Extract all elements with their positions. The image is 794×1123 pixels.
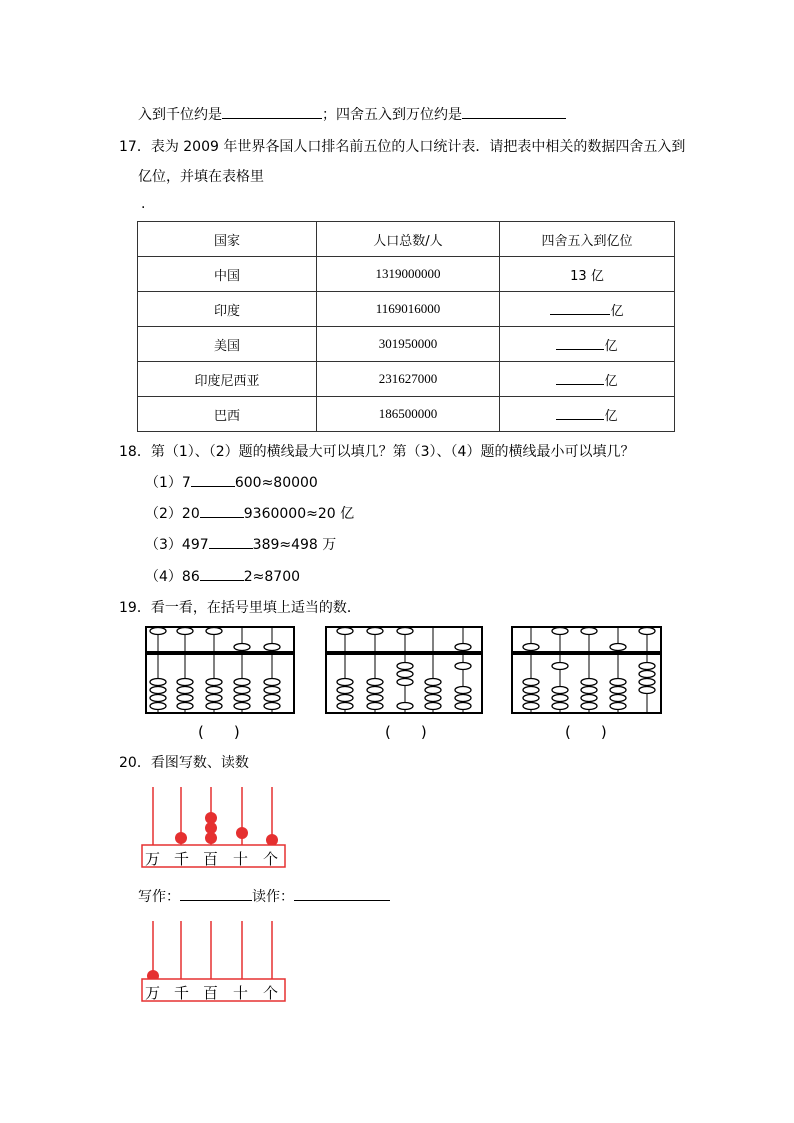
- table-row: [138, 397, 675, 432]
- population-cell: 301950000: [317, 327, 500, 362]
- population-cell: 1319000000: [317, 257, 500, 292]
- country-cell: 印度尼西亚: [138, 362, 317, 397]
- bead: [266, 834, 278, 846]
- place-label-qian: 千: [174, 984, 190, 1002]
- population-cell: 186500000: [317, 397, 500, 432]
- table-row: [138, 362, 675, 397]
- item-label: （2）: [145, 506, 182, 522]
- item-post: 389≈498 万: [252, 537, 337, 553]
- answer-blank[interactable]: [191, 472, 235, 487]
- answer-blank[interactable]: [200, 503, 244, 518]
- q18-title: 18．第（1）、（2）题的横线最大可以填几？第（3）、（4）题的横线最小可以填几？: [119, 444, 635, 460]
- read-blank[interactable]: [294, 886, 390, 901]
- table-header-row: [138, 222, 675, 257]
- q18-item-3: [145, 534, 336, 554]
- header-country: 国家: [138, 222, 317, 257]
- population-table: [137, 221, 675, 432]
- place-label-shi: 十: [233, 984, 249, 1002]
- bead: [175, 832, 187, 844]
- write-blank[interactable]: [180, 886, 252, 901]
- q17-dot: .: [141, 196, 146, 212]
- q17-title-line1: 17．表为 2009 年世界各国人口排名前五位的人口统计表．请把表中相关的数据四舍五入到: [119, 139, 686, 155]
- q16-text-thousands: 入到千位约是: [138, 107, 222, 123]
- q18-item-1: [145, 472, 318, 492]
- write-read-line: [138, 886, 390, 906]
- place-labels-1: [145, 848, 283, 869]
- item-label: （1）: [145, 475, 182, 491]
- answer-parens-2[interactable]: ( ): [385, 723, 427, 741]
- place-label-wan: 万: [145, 850, 161, 868]
- abacus-3: [511, 626, 662, 714]
- population-cell: 1169016000: [317, 292, 500, 327]
- q18-item-4: [145, 566, 300, 586]
- population-cell: 231627000: [317, 362, 500, 397]
- q16-blank-tenthousands[interactable]: [462, 104, 566, 119]
- q20-title: 20．看图写数、读数: [119, 755, 249, 771]
- answer-blank[interactable]: [556, 335, 604, 350]
- unit-label: 亿: [604, 373, 618, 389]
- q17-title-line2: 亿位，并填在表格里: [138, 169, 264, 185]
- unit-label: 亿: [604, 338, 618, 354]
- place-label-shi: 十: [233, 850, 249, 868]
- table-row: [138, 327, 675, 362]
- item-label: （4）: [145, 569, 182, 585]
- abacus-1: [145, 626, 295, 714]
- bead: [205, 832, 217, 844]
- country-cell: 巴西: [138, 397, 317, 432]
- q19-title: 19．看一看，在括号里填上适当的数．: [119, 600, 361, 616]
- q16-line: [138, 104, 566, 124]
- abacus-2: [325, 626, 483, 714]
- country-cell: 印度: [138, 292, 317, 327]
- answer-blank[interactable]: [556, 370, 604, 385]
- write-label: 写作：: [138, 889, 180, 905]
- item-pre: 86: [181, 569, 200, 585]
- q16-blank-thousands[interactable]: [222, 104, 322, 119]
- header-rounded: 四舍五入到亿位: [500, 222, 675, 257]
- rounded-cell: 13 亿: [500, 257, 675, 292]
- read-label: 读作：: [252, 889, 294, 905]
- rounded-cell[interactable]: [500, 397, 675, 432]
- place-label-bai: 百: [203, 850, 219, 868]
- place-labels-2: [145, 982, 283, 1003]
- item-post: 9360000≈20 亿: [243, 506, 355, 522]
- place-label-bai: 百: [203, 984, 219, 1002]
- rounded-cell[interactable]: [500, 292, 675, 327]
- rounded-cell[interactable]: [500, 327, 675, 362]
- answer-parens-3[interactable]: ( ): [565, 723, 607, 741]
- table-row: [138, 292, 675, 327]
- item-pre: 20: [181, 506, 200, 522]
- item-post: 2≈8700: [243, 569, 301, 585]
- bead: [236, 827, 248, 839]
- header-population: 人口总数/人: [317, 222, 500, 257]
- q18-item-2: [145, 503, 354, 523]
- rounded-cell[interactable]: [500, 362, 675, 397]
- item-pre: 497: [181, 537, 209, 553]
- place-label-wan: 万: [145, 984, 161, 1002]
- q16-text-tenthousands: ；四舍五入到万位约是: [322, 107, 462, 123]
- item-pre: 7: [181, 475, 191, 491]
- answer-blank[interactable]: [209, 534, 253, 549]
- place-label-ge: 个: [263, 850, 279, 868]
- answer-parens-1[interactable]: ( ): [198, 723, 240, 741]
- place-label-ge: 个: [263, 984, 279, 1002]
- item-post: 600≈80000: [234, 475, 318, 491]
- unit-label: 亿: [610, 303, 624, 319]
- answer-blank[interactable]: [200, 566, 244, 581]
- country-cell: 美国: [138, 327, 317, 362]
- answer-blank[interactable]: [556, 405, 604, 420]
- table-row: [138, 257, 675, 292]
- answer-blank[interactable]: [550, 300, 610, 315]
- place-label-qian: 千: [174, 850, 190, 868]
- unit-label: 亿: [604, 408, 618, 424]
- country-cell: 中国: [138, 257, 317, 292]
- item-label: （3）: [145, 537, 182, 553]
